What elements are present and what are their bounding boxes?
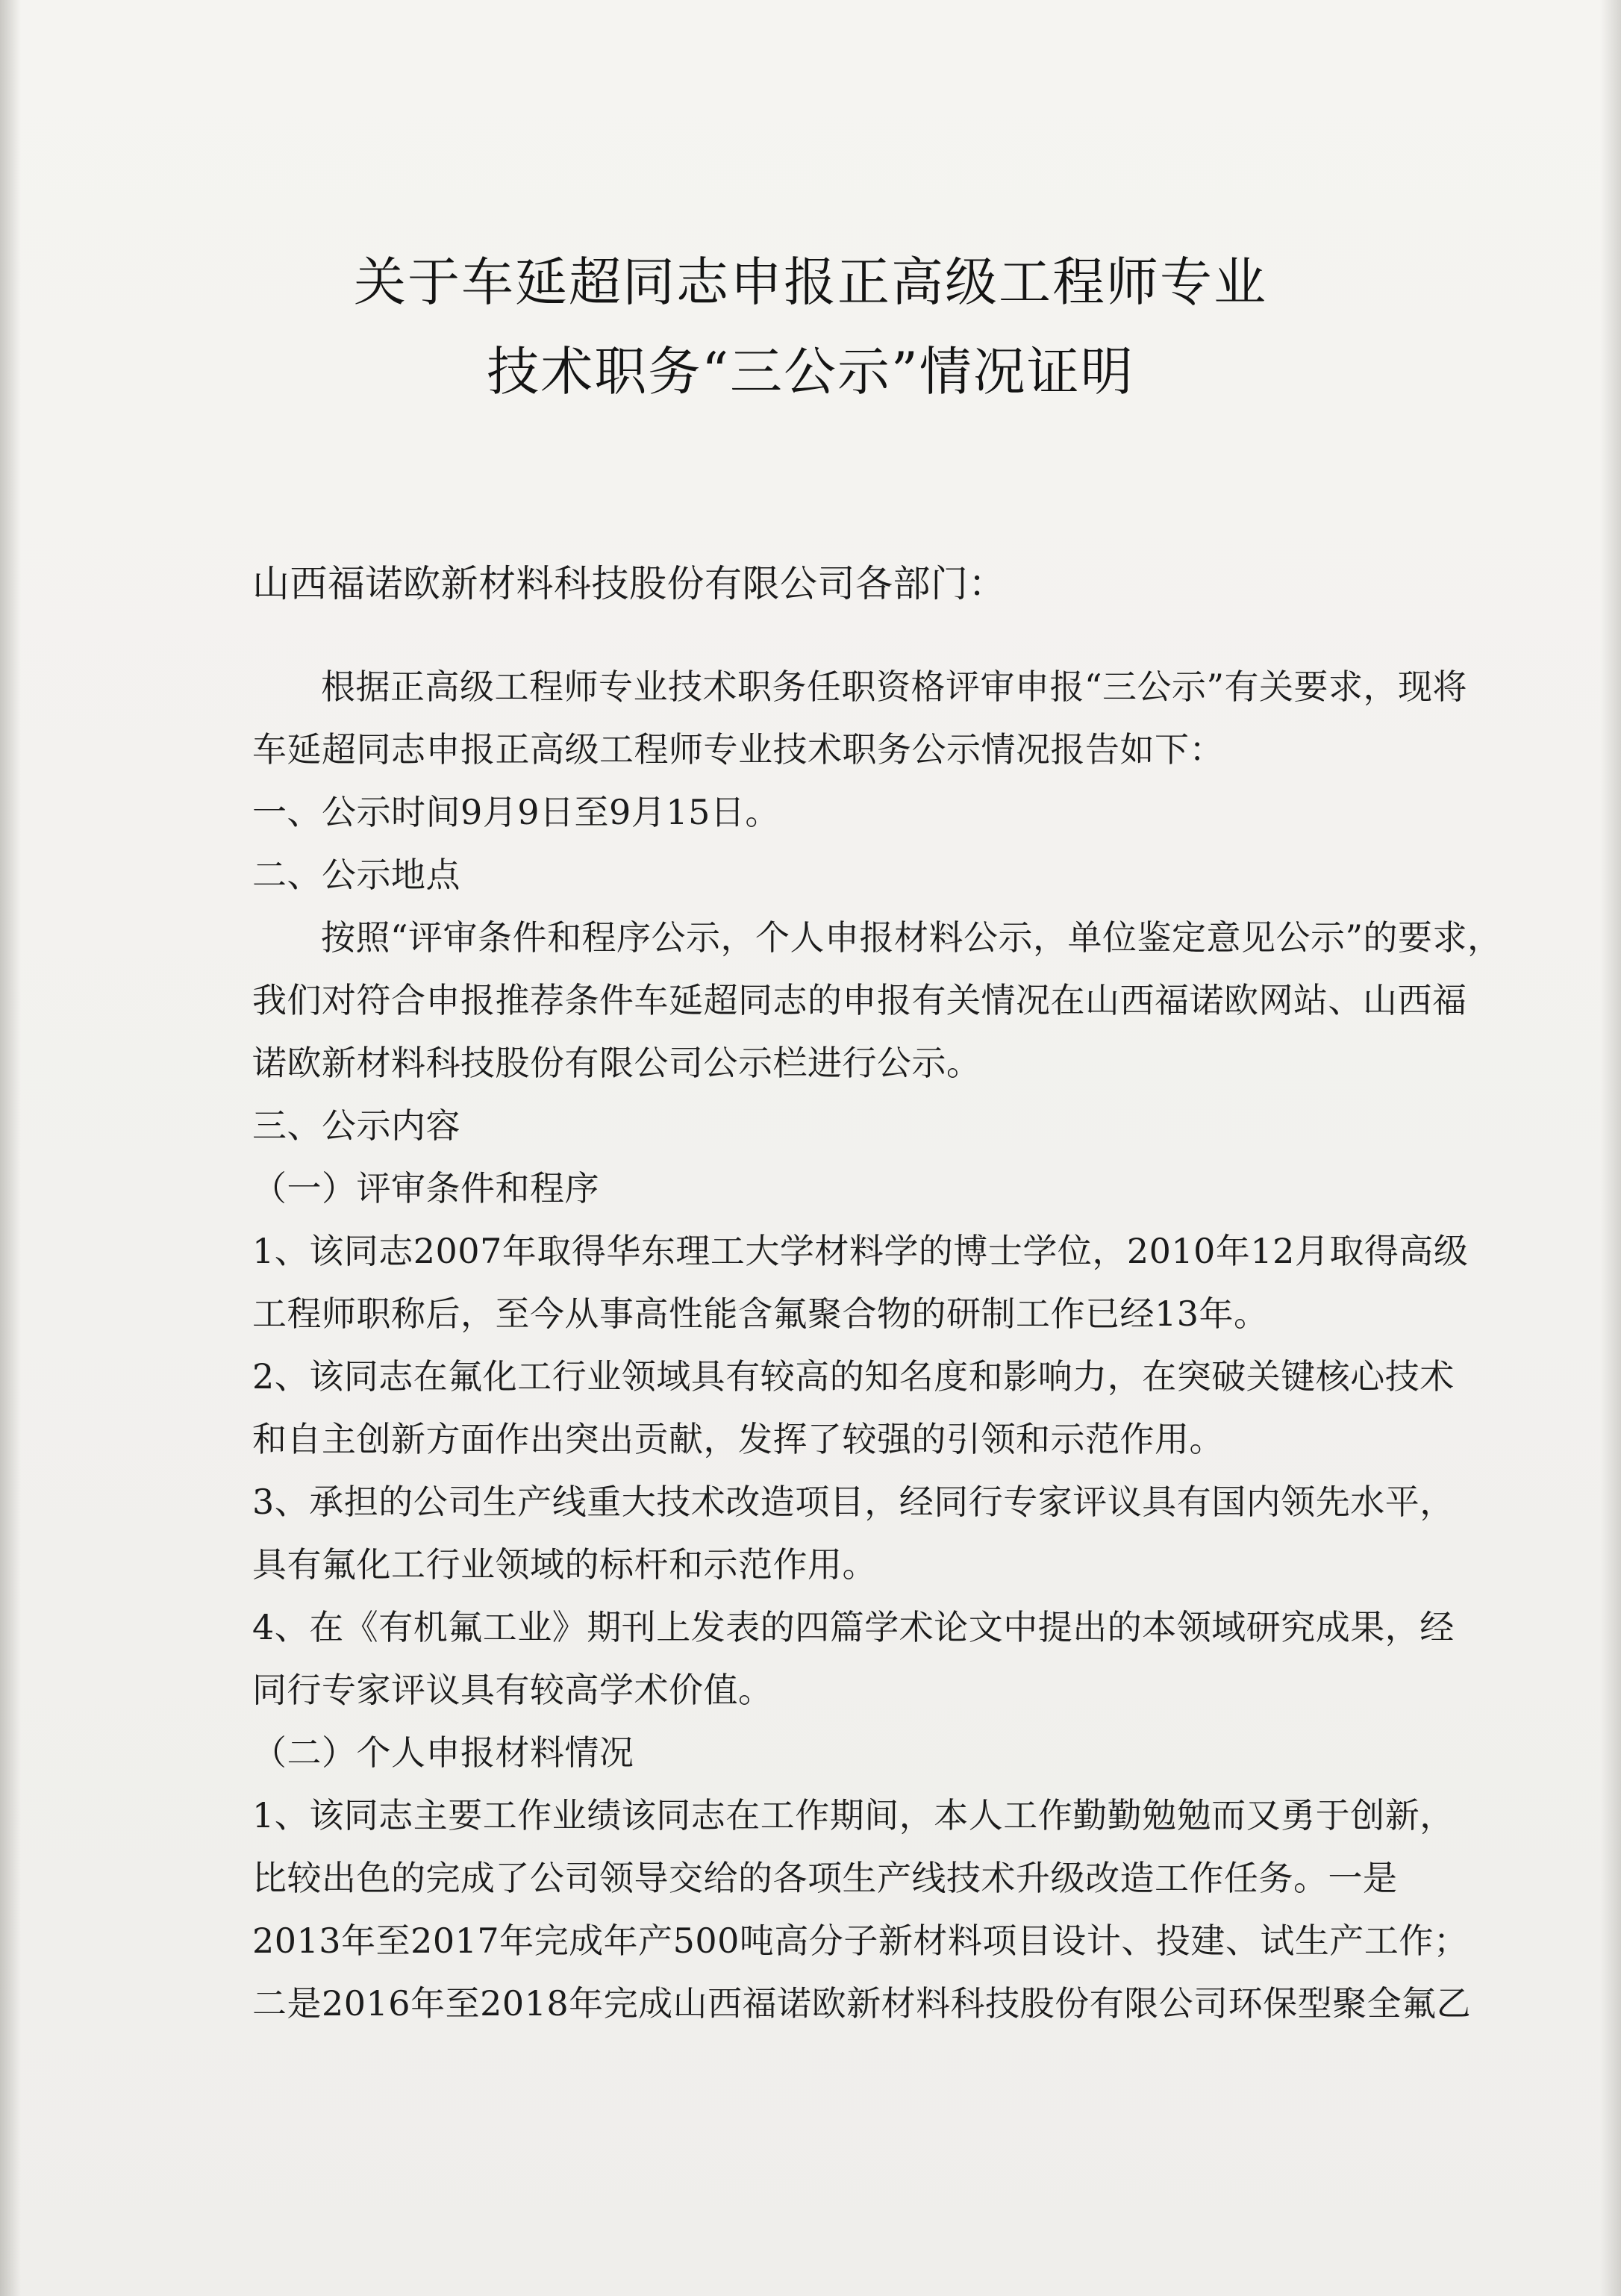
section-2-line-3: 诺欧新材料科技股份有限公司公示栏进行公示。 [252, 1043, 981, 1083]
subsection-1-heading: （一）评审条件和程序 [252, 1168, 599, 1208]
item-2-line-2: 和自主创新方面作出突出贡献，发挥了较强的引领和示范作用。 [252, 1419, 1224, 1459]
section-2-line-1: 按照“评审条件和程序公示，个人申报材料公示，单位鉴定意见公示”的要求， [321, 917, 1502, 958]
subsection-2-heading: （二）个人申报材料情况 [252, 1732, 634, 1773]
item-4-line-2: 同行专家评议具有较高学术价值。 [252, 1670, 773, 1710]
document-title-line-2: 技术职务“三公示”情况证明 [487, 341, 1134, 402]
paragraph-2-line-3: 2013年至2017年完成年产500吨高分子新材料项目设计、投建、试生产工作； [252, 1921, 1469, 1961]
item-3-line-1: 3、承担的公司生产线重大技术改造项目，经同行专家评议具有国内领先水平， [252, 1482, 1455, 1522]
paragraph-2-line-1: 1、该同志主要工作业绩该同志在工作期间，本人工作勤勤勉勉而又勇于创新， [252, 1795, 1455, 1835]
intro-line-2: 车延超同志申报正高级工程师专业技术职务公示情况报告如下： [252, 729, 1224, 770]
item-1-line-1: 1、该同志2007年取得华东理工大学材料学的博士学位，2010年12月取得高级 [252, 1231, 1469, 1271]
item-3-line-2: 具有氟化工行业领域的标杆和示范作用。 [252, 1544, 877, 1585]
intro-line-1: 根据正高级工程师专业技术职务任职资格评审申报“三公示”有关要求，现将 [321, 667, 1468, 707]
section-2-line-2: 我们对符合申报推荐条件车延超同志的申报有关情况在山西福诺欧网站、山西福 [252, 980, 1467, 1020]
item-2-line-1: 2、该同志在氟化工行业领域具有较高的知名度和影响力，在突破关键核心技术 [252, 1356, 1455, 1397]
item-4-line-1: 4、在《有机氟工业》期刊上发表的四篇学术论文中提出的本领域研究成果，经 [252, 1607, 1455, 1647]
paragraph-2-line-4: 二是2016年至2018年完成山西福诺欧新材料科技股份有限公司环保型聚全氟乙 [252, 1983, 1472, 2024]
section-2-heading: 二、公示地点 [252, 855, 460, 895]
salutation: 山西福诺欧新材料科技股份有限公司各部门： [252, 562, 1006, 605]
section-3-heading: 三、公示内容 [252, 1105, 460, 1146]
paragraph-2-line-2: 比较出色的完成了公司领导交给的各项生产线技术升级改造工作任务。一是 [252, 1858, 1398, 1898]
document-body [252, 552, 1502, 2035]
item-1-line-2: 工程师职称后，至今从事高性能含氟聚合物的研制工作已经13年。 [252, 1294, 1269, 1334]
document-title-line-1: 关于车延超同志申报正高级工程师专业 [354, 252, 1267, 313]
section-1-heading: 一、公示时间9月9日至9月15日。 [252, 792, 780, 832]
